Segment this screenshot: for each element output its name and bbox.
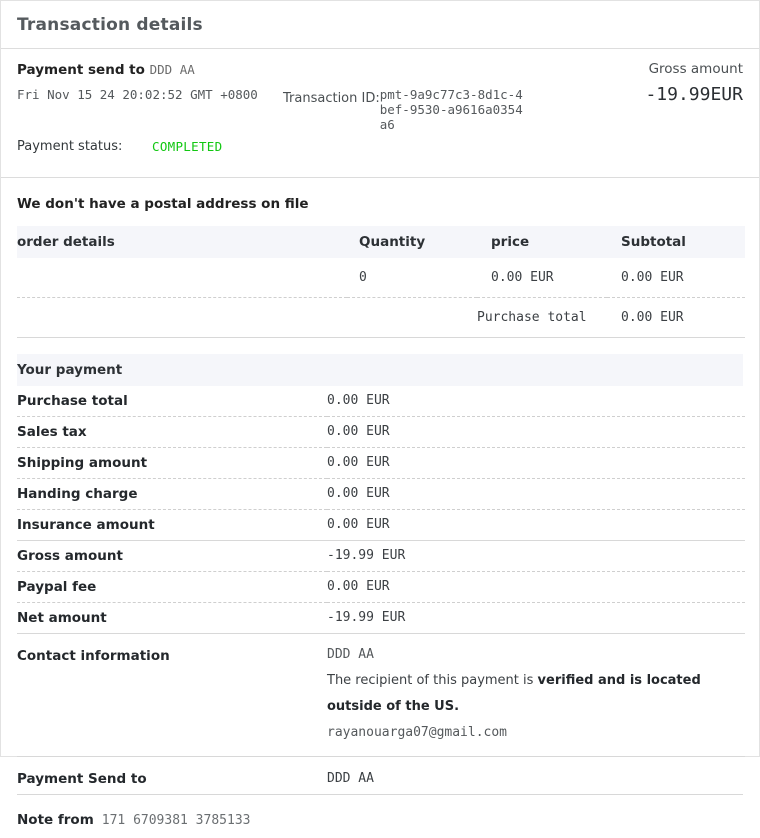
page-title: Transaction details	[17, 15, 203, 35]
payment-status-row	[17, 139, 743, 154]
payment-label-net-amount: Net amount	[17, 603, 327, 634]
order-header-subtotal: Subtotal	[607, 226, 745, 258]
order-header-price: price	[477, 226, 607, 258]
order-cell-details	[17, 258, 347, 298]
contact-information-label: Contact information	[17, 634, 327, 757]
table-row	[17, 386, 745, 417]
contact-verification-bold: verified and is located outside of the US.	[327, 673, 701, 714]
table-row	[17, 448, 745, 479]
gross-amount-label: Gross amount	[648, 61, 743, 77]
payment-send-to-value-bottom: DDD AA	[327, 771, 374, 786]
payment-send-to-value: DDD AA	[149, 62, 195, 77]
payment-send-to-label: Payment send to	[17, 62, 145, 78]
payment-value-purchase-total: 0.00 EUR	[327, 386, 745, 417]
purchase-total-row	[17, 298, 745, 338]
transaction-id-value: pmt-9a9c77c3-8d1c-4bef-9530-a9616a0354a6	[379, 87, 523, 132]
your-payment-heading: Your payment	[17, 354, 743, 386]
your-payment-table	[17, 386, 745, 794]
purchase-total-value: 0.00 EUR	[607, 298, 745, 338]
payment-value-sales-tax: 0.00 EUR	[327, 417, 745, 448]
purchase-total-label: Purchase total	[477, 298, 607, 338]
gross-amount-block	[553, 61, 743, 105]
payment-label-purchase-total: Purchase total	[17, 386, 327, 417]
purchase-total-spacer-b	[347, 298, 477, 338]
contact-verification-line	[327, 668, 745, 720]
order-cell-quantity: 0	[347, 258, 477, 298]
contact-information-value	[327, 634, 745, 757]
status-badge: COMPLETED	[152, 139, 223, 154]
payment-value-insurance-amount: 0.00 EUR	[327, 510, 745, 541]
payment-label-handing-charge: Handing charge	[17, 479, 327, 510]
payment-value-shipping-amount: 0.00 EUR	[327, 448, 745, 479]
payment-label-shipping-amount: Shipping amount	[17, 448, 327, 479]
transaction-id-group	[283, 87, 530, 132]
purchase-total-spacer-a	[17, 298, 347, 338]
gross-amount-value: -19.99EUR	[645, 84, 743, 105]
table-row	[17, 258, 745, 298]
note-label: Note from	[17, 812, 94, 828]
payment-label-paypal-fee: Paypal fee	[17, 572, 327, 603]
payment-send-to-row	[17, 757, 745, 795]
payment-label-insurance-amount: Insurance amount	[17, 510, 327, 541]
payment-status-label: Payment status:	[17, 139, 123, 154]
table-row	[17, 572, 745, 603]
payment-send-to-label-bottom: Payment Send to	[17, 771, 147, 787]
table-row	[17, 603, 745, 634]
summary-block	[1, 49, 759, 178]
contact-verification-prefix: The recipient of this payment is	[327, 673, 538, 688]
contact-email: rayanouarga07@gmail.com	[327, 725, 508, 740]
note-section	[17, 794, 743, 838]
payment-value-paypal-fee: 0.00 EUR	[327, 572, 745, 603]
contact-name: DDD AA	[327, 647, 374, 662]
order-header-quantity: Quantity	[347, 226, 477, 258]
table-row	[17, 541, 745, 572]
order-cell-price: 0.00 EUR	[477, 258, 607, 298]
table-row	[17, 479, 745, 510]
transaction-id-label: Transaction ID:	[283, 91, 380, 106]
transaction-date: Fri Nov 15 24 20:02:52 GMT +0800	[17, 87, 258, 102]
order-cell-subtotal: 0.00 EUR	[607, 258, 745, 298]
payment-value-net-amount: -19.99 EUR	[327, 603, 745, 634]
note-value: 171 6709381 3785133	[101, 813, 251, 828]
contact-information-row	[17, 634, 745, 757]
payment-label-sales-tax: Sales tax	[17, 417, 327, 448]
postal-address-notice: We don't have a postal address on file	[17, 196, 309, 212]
page-header	[1, 1, 759, 49]
payment-value-gross-amount: -19.99 EUR	[327, 541, 745, 572]
table-row	[17, 510, 745, 541]
payment-label-gross-amount: Gross amount	[17, 541, 327, 572]
table-row	[17, 417, 745, 448]
payment-value-handing-charge: 0.00 EUR	[327, 479, 745, 510]
order-table-header-row	[17, 226, 745, 258]
order-details-table	[17, 226, 745, 338]
order-header-details: order details	[17, 226, 347, 258]
